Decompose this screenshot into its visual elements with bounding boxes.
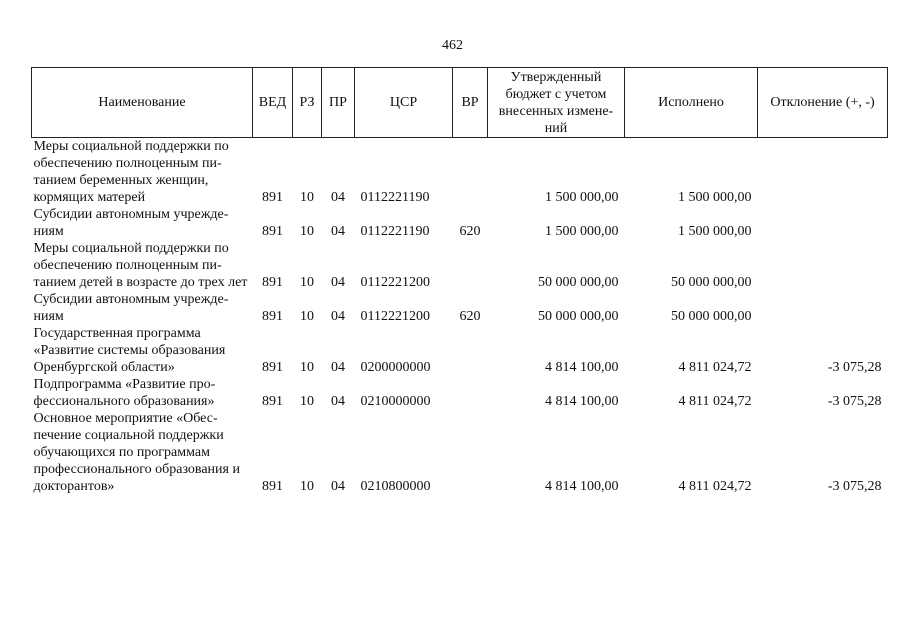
col-pr-header: ПР: [322, 68, 355, 138]
row-pr: 04: [331, 394, 345, 409]
row-executed: 4 811 024,72: [678, 394, 752, 409]
row-vr: [453, 410, 488, 495]
row-executed: 4 811 024,72: [678, 360, 752, 375]
row-name: Меры социальной поддержки по обеспечению полноценным пи-танием детей в возрасте до трех лет: [33, 241, 248, 290]
table-row: [32, 206, 888, 240]
row-vr: 620: [459, 224, 481, 239]
row-executed: 4 811 024,72: [678, 479, 752, 494]
row-ved: 891: [262, 360, 283, 375]
row-csr: 0210000000: [360, 394, 431, 409]
row-executed: 1 500 000,00: [678, 224, 752, 239]
row-rz: 10: [300, 479, 314, 494]
row-approved: 1 500 000,00: [545, 190, 619, 205]
row-csr: 0200000000: [360, 360, 431, 375]
table-row: [32, 410, 888, 495]
col-name-header: Наименование: [32, 68, 253, 138]
col-approved-header: Утвержденный бюджет с учетом внесенных измене-ний: [488, 68, 625, 138]
table-row: [32, 325, 888, 376]
header-row: [32, 68, 888, 138]
row-rz: 10: [300, 190, 314, 205]
row-name: Основное мероприятие «Обес-печение социальной поддержки обучающихся по программам профессионального образования и докторантов»: [33, 411, 240, 494]
row-deviation: [758, 206, 888, 240]
table-row: [32, 240, 888, 291]
row-ved: 891: [262, 275, 283, 290]
row-name: Меры социальной поддержки по обеспечению полноценным пи-танием беременных женщин, кормящих матерей: [33, 139, 229, 205]
row-approved: 4 814 100,00: [545, 479, 619, 494]
row-name: Государственная программа «Развитие системы образования Оренбургской области»: [33, 326, 226, 375]
row-rz: 10: [300, 309, 314, 324]
row-approved: 1 500 000,00: [545, 224, 619, 239]
col-executed-header: Исполнено: [625, 68, 758, 138]
row-pr: 04: [331, 360, 345, 375]
row-executed: 50 000 000,00: [671, 275, 752, 290]
row-ved: 891: [262, 309, 283, 324]
row-deviation: [758, 291, 888, 325]
row-deviation: [758, 138, 888, 207]
row-ved: 891: [262, 394, 283, 409]
row-executed: 50 000 000,00: [671, 309, 752, 324]
col-rz-header: РЗ: [293, 68, 322, 138]
page-number: 462: [442, 38, 463, 53]
row-approved: 4 814 100,00: [545, 394, 619, 409]
row-csr: 0112221190: [360, 190, 430, 205]
row-vr: [453, 376, 488, 410]
budget-table: [31, 67, 888, 495]
row-approved: 50 000 000,00: [538, 309, 619, 324]
row-vr: [453, 138, 488, 207]
row-vr: 620: [459, 309, 481, 324]
row-pr: 04: [331, 190, 345, 205]
row-ved: 891: [262, 479, 283, 494]
col-ved-header: ВЕД: [253, 68, 293, 138]
row-rz: 10: [300, 394, 314, 409]
table-row: [32, 138, 888, 207]
row-vr: [453, 240, 488, 291]
row-executed: 1 500 000,00: [678, 190, 752, 205]
row-pr: 04: [331, 275, 345, 290]
table-row: [32, 291, 888, 325]
row-pr: 04: [331, 479, 345, 494]
row-deviation: -3 075,28: [827, 394, 882, 409]
row-rz: 10: [300, 275, 314, 290]
row-pr: 04: [331, 224, 345, 239]
row-approved: 4 814 100,00: [545, 360, 619, 375]
row-deviation: [758, 240, 888, 291]
row-csr: 0112221200: [360, 275, 430, 290]
row-name: Подпрограмма «Развитие про-фессионального образования»: [33, 377, 216, 409]
row-csr: 0112221200: [360, 309, 430, 324]
row-approved: 50 000 000,00: [538, 275, 619, 290]
row-ved: 891: [262, 190, 283, 205]
col-vr-header: ВР: [453, 68, 488, 138]
row-name: Субсидии автономным учрежде-ниям: [33, 207, 229, 239]
row-csr: 0112221190: [360, 224, 430, 239]
row-pr: 04: [331, 309, 345, 324]
row-vr: [453, 325, 488, 376]
row-deviation: -3 075,28: [827, 479, 882, 494]
row-csr: 0210800000: [360, 479, 431, 494]
row-ved: 891: [262, 224, 283, 239]
col-deviation-header: Отклонение (+, -): [758, 68, 888, 138]
row-name: Субсидии автономным учрежде-ниям: [33, 292, 229, 324]
col-csr-header: ЦСР: [355, 68, 453, 138]
row-rz: 10: [300, 360, 314, 375]
row-deviation: -3 075,28: [827, 360, 882, 375]
table-row: [32, 376, 888, 410]
row-rz: 10: [300, 224, 314, 239]
